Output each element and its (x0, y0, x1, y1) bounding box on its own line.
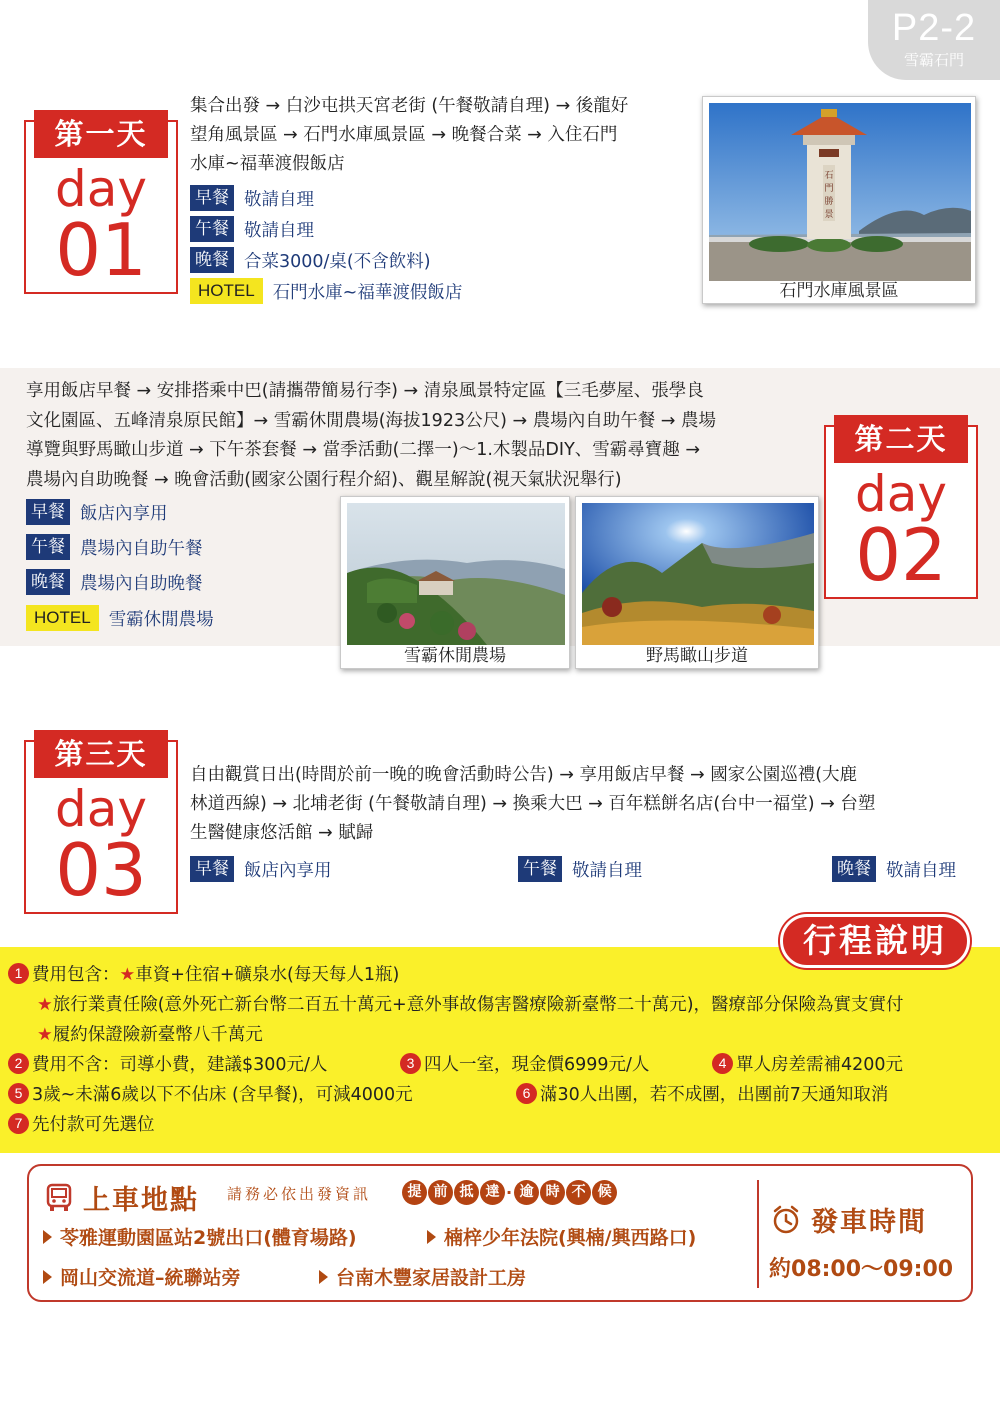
day1-photo-caption: 石門水庫風景區 (779, 281, 899, 301)
day3-dinner (832, 856, 956, 882)
svg-text:門: 門 (824, 184, 834, 194)
star-icon: ★ (37, 995, 53, 1015)
boarding-warning (401, 1180, 617, 1205)
page-tab (868, 0, 1000, 80)
dinner-tag: 晚餐 (26, 569, 70, 595)
dinner-tag: 晚餐 (190, 247, 234, 273)
note-text: 3歲~未滿6歲以下不佔床 (含早餐)，可減4000元 (32, 1085, 413, 1105)
bus-icon (45, 1183, 73, 1213)
note-text: 先付款可先選位 (32, 1115, 155, 1135)
lunch-tag: 午餐 (518, 856, 562, 882)
arrow-icon (427, 1230, 436, 1244)
lunch-value: 敬請自理 (244, 220, 314, 241)
day3-word: day (55, 780, 147, 838)
itinerary-line: 享用飯店早餐 → 安排搭乘中巴(請攜帶簡易行李) → 清泉風景特定區【三毛夢屋、張學良 (26, 381, 704, 401)
shimen-reservoir-image (709, 103, 971, 281)
dinner-value: 農場內自助晚餐 (80, 573, 203, 594)
note-number: 3 (400, 1053, 421, 1074)
day1-lunch (190, 216, 314, 242)
itinerary-line: 導覽與野馬瞰山步道 → 下午茶套餐 → 當季活動(二擇一)～1.木製品DIY、雪霸尋寶趣 → (26, 440, 700, 460)
note-number: 5 (8, 1083, 29, 1104)
itinerary-line: 生醫健康悠活館 → 賦歸 (190, 823, 374, 843)
hotel-tag: HOTEL (26, 605, 99, 631)
breakfast-tag: 早餐 (26, 499, 70, 525)
day2-word: day (855, 465, 947, 523)
warning-char: 時 (540, 1180, 565, 1205)
svg-text:勝: 勝 (824, 197, 834, 207)
notes-title: 行程說明 (780, 914, 970, 968)
note-label: 費用包含： (32, 965, 120, 985)
note-3 (400, 1050, 649, 1080)
hotel-value: 雪霸休閒農場 (108, 609, 214, 630)
departure-title (771, 1200, 927, 1239)
day2-number: 02 (855, 513, 947, 597)
trail-caption: 野馬瞰山步道 (646, 646, 748, 666)
day3-number: 03 (55, 828, 147, 912)
note-text: 費用不含：司導小費，建議$300元/人 (32, 1055, 328, 1075)
panel-divider (757, 1180, 759, 1288)
note-1-line3 (8, 1020, 998, 1050)
boarding-stop (43, 1263, 241, 1290)
day1-photo (702, 96, 976, 304)
day1-breakfast (190, 185, 314, 211)
stop-name: 楠梓少年法院(興楠/興西路口) (444, 1227, 697, 1249)
boarding-stop (427, 1223, 696, 1250)
note-text: 旅行業責任險(意外死亡新台幣二百五十萬元+意外事故傷害醫療險新臺幣二十萬元)，醫療部分保險為實支實付 (52, 995, 904, 1015)
note-6 (516, 1080, 888, 1110)
lunch-tag: 午餐 (26, 534, 70, 560)
day2-badge (824, 422, 978, 599)
note-2 (8, 1050, 327, 1080)
day2-hotel (26, 605, 214, 631)
warning-char: 候 (592, 1180, 617, 1205)
stop-name: 岡山交流道–統聯站旁 (60, 1267, 241, 1289)
day1-word: day (55, 160, 147, 218)
breakfast-tag: 早餐 (190, 856, 234, 882)
notes-list (8, 960, 998, 1140)
note-7 (8, 1110, 998, 1140)
day2-photo-farm (340, 496, 570, 669)
day1-hotel (190, 278, 462, 304)
note-4 (712, 1050, 903, 1080)
departure-prefix: 約 (769, 1257, 792, 1282)
farm-caption: 雪霸休閒農場 (404, 646, 506, 666)
lunch-value: 農場內自助午餐 (80, 538, 203, 559)
day3-lunch (518, 856, 642, 882)
stop-name: 台南木豐家居設計工房 (336, 1267, 527, 1289)
dinner-value: 合菜3000/桌(不含飲料) (244, 251, 431, 272)
farm-image (347, 503, 565, 645)
warning-char: 前 (428, 1180, 453, 1205)
svg-text:景: 景 (824, 210, 834, 220)
note-1-line2 (8, 990, 998, 1020)
itinerary-line: 文化園區、五峰清泉原民館】→ 雪霸休閒農場(海拔1923公尺) → 農場內自助午餐 → 農場 (26, 410, 716, 431)
trail-image (582, 503, 814, 645)
boarding-panel (27, 1164, 973, 1302)
note-text: 滿30人出團，若不成團，出團前7天通知取消 (540, 1085, 889, 1105)
day3-itinerary (190, 761, 990, 848)
breakfast-tag: 早餐 (190, 185, 234, 211)
note-text: 履約保證險新臺幣八千萬元 (52, 1025, 263, 1045)
day1-badge (24, 117, 178, 294)
boarding-note: 請務必依出發資訊 (227, 1185, 372, 1203)
star-icon: ★ (37, 1025, 53, 1045)
note-5 (8, 1080, 413, 1110)
day2-breakfast (26, 499, 168, 525)
itinerary-line: 集合出發 → 白沙屯拱天宮老街 (午餐敬請自理) → 後龍好 (190, 96, 629, 116)
lunch-value: 敬請自理 (572, 860, 642, 881)
day2-lunch (26, 534, 203, 560)
arrow-icon (43, 1230, 52, 1244)
breakfast-value: 敬請自理 (244, 189, 314, 210)
note-text: 單人房差需補4200元 (736, 1055, 904, 1075)
warning-char: 不 (566, 1180, 591, 1205)
stop-name: 苓雅運動園區站2號出口(體育場路) (60, 1227, 357, 1249)
day2-dinner (26, 569, 203, 595)
day2-tag: 第二天 (834, 415, 968, 463)
note-number: 4 (712, 1053, 733, 1074)
day1-dinner (190, 247, 431, 273)
note-number: 6 (516, 1083, 537, 1104)
boarding-stop (319, 1263, 526, 1290)
day1-number: 01 (55, 208, 147, 292)
note-number: 1 (8, 963, 29, 984)
arrow-icon (43, 1270, 52, 1284)
warning-char: 逾 (514, 1180, 539, 1205)
dinner-value: 敬請自理 (886, 860, 956, 881)
lunch-tag: 午餐 (190, 216, 234, 242)
departure-time (769, 1252, 953, 1283)
dinner-tag: 晚餐 (832, 856, 876, 882)
note-number: 7 (8, 1113, 29, 1134)
breakfast-value: 飯店內享用 (80, 503, 168, 524)
page-name: 雪霸石門 (903, 51, 964, 69)
arrow-icon (319, 1270, 328, 1284)
itinerary-line: 林道西線) → 北埔老街 (午餐敬請自理) → 換乘大巴 → 百年糕餅名店(台中一福堂) → 台塑 (190, 794, 876, 814)
breakfast-value: 飯店內享用 (244, 860, 332, 881)
alarm-clock-icon (771, 1205, 801, 1235)
note-number: 2 (8, 1053, 29, 1074)
itinerary-line: 望角風景區 → 石門水庫風景區 → 晚餐合菜 → 入住石門 (190, 125, 618, 145)
departure-title-text: 發車時間 (811, 1207, 927, 1238)
day1-itinerary (190, 92, 710, 179)
warning-char: 達 (480, 1180, 505, 1205)
day3-badge (24, 737, 178, 914)
boarding-title (45, 1178, 199, 1217)
hotel-value: 石門水庫~福華渡假飯店 (272, 282, 463, 303)
note-row-3 (8, 1080, 998, 1110)
day3-tag: 第三天 (34, 730, 168, 778)
boarding-stop (43, 1223, 357, 1250)
warning-char: 抵 (454, 1180, 479, 1205)
note-text: 車資+住宿+礦泉水(每天每人1瓶) (135, 965, 400, 985)
page-number: P2-2 (891, 7, 977, 49)
boarding-title-text: 上車地點 (83, 1185, 199, 1216)
note-text: 四人一室，現金價6999元/人 (424, 1055, 650, 1075)
itinerary-line: 農場內自助晚餐 → 晚會活動(國家公園行程介紹)、觀星解說(視天氣狀況舉行) (26, 469, 622, 490)
itinerary-line: 水庫~福華渡假飯店 (190, 154, 345, 174)
note-row-2 (8, 1050, 998, 1080)
svg-text:石: 石 (824, 171, 834, 181)
day2-itinerary (26, 377, 826, 495)
day2-photo-trail (575, 496, 819, 669)
itinerary-line: 自由觀賞日出(時間於前一晚的晚會活動時公告) → 享用飯店早餐 → 國家公園巡禮(大鹿 (190, 765, 858, 785)
star-icon: ★ (119, 965, 136, 985)
separator-dot: · (506, 1183, 513, 1202)
note-1 (8, 960, 998, 990)
day3-breakfast (190, 856, 332, 882)
departure-time-value: 08:00～09:00 (791, 1257, 954, 1282)
warning-char: 提 (402, 1180, 427, 1205)
day1-tag: 第一天 (34, 110, 168, 158)
hotel-tag: HOTEL (190, 278, 263, 304)
